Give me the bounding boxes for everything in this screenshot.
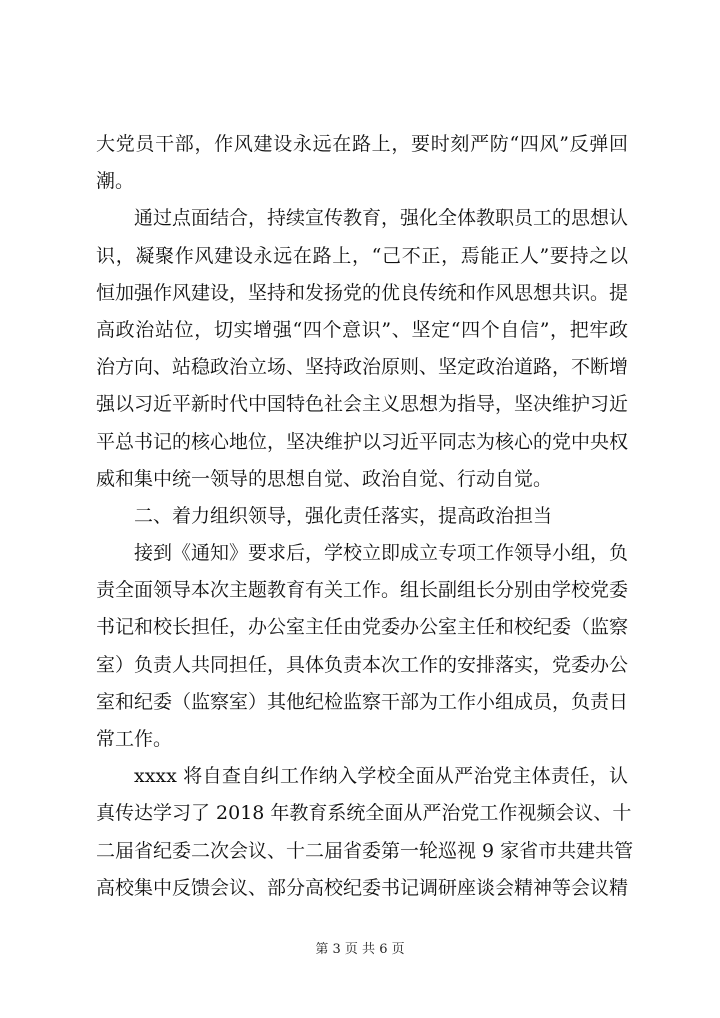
text-line: 二届省纪委二次会议、十二届省委第一轮巡视 9 家省市共建共管 (96, 839, 634, 862)
text-line: 强以习近平新时代中国特色社会主义思想为指导，坚决维护习近 (96, 393, 629, 416)
paragraph-start-line: 接到《通知》要求后，学校立即成立专项工作领导小组，负 (134, 542, 629, 565)
text-line: 识，凝聚作风建设永远在路上，“己不正，焉能正人”要持之以 (96, 244, 628, 267)
text-line: 室和纪委（监察室）其他纪检监察干部为工作小组成员，负责日 (96, 690, 629, 713)
page-number-footer: 第 3 页 共 6 页 (315, 942, 405, 957)
section-heading: 二、着力组织领导，强化责任落实，提高政治担当 (134, 504, 553, 527)
text-line: 高校集中反馈会议、部分高校纪委书记调研座谈会精神等会议精 (96, 876, 629, 899)
text-line: 恒加强作风建设，坚持和发扬党的优良传统和作风思想共识。提 (96, 281, 629, 304)
text-line: 威和集中统一领导的思想自觉、政治自觉、行动自觉。 (96, 467, 553, 490)
text-line: 责全面领导本次主题教育有关工作。组长副组长分别由学校党委 (96, 579, 629, 602)
text-line: 真传达学习了 2018 年教育系统全面从严治党工作视频会议、十 (96, 802, 632, 825)
text-line: 治方向、站稳政治立场、坚持政治原则、坚定政治道路，不断增 (96, 356, 629, 379)
document-body (96, 126, 634, 907)
text-line: 潮。 (96, 170, 135, 193)
text-line: 常工作。 (96, 728, 173, 750)
text-line: 高政治站位，切实增强“四个意识”、坚定“四个自信”，把牢政 (96, 318, 628, 341)
paragraph-start-line: 通过点面结合，持续宣传教育，强化全体教职员工的思想认 (134, 207, 629, 230)
text-line: 室）负责人共同担任，具体负责本次工作的安排落实，党委办公 (96, 653, 629, 676)
text-line: 书记和校长担任，办公室主任由党委办公室主任和校纪委（监察 (96, 616, 629, 639)
paragraph-start-line: xxxx 将自查自纠工作纳入学校全面从严治党主体责任，认 (134, 765, 628, 788)
text-line: 大党员干部，作风建设永远在路上，要时刻严防“四风”反弹回 (96, 133, 628, 155)
text-line: 平总书记的核心地位，坚决维护以习近平同志为核心的党中央权 (96, 430, 629, 453)
